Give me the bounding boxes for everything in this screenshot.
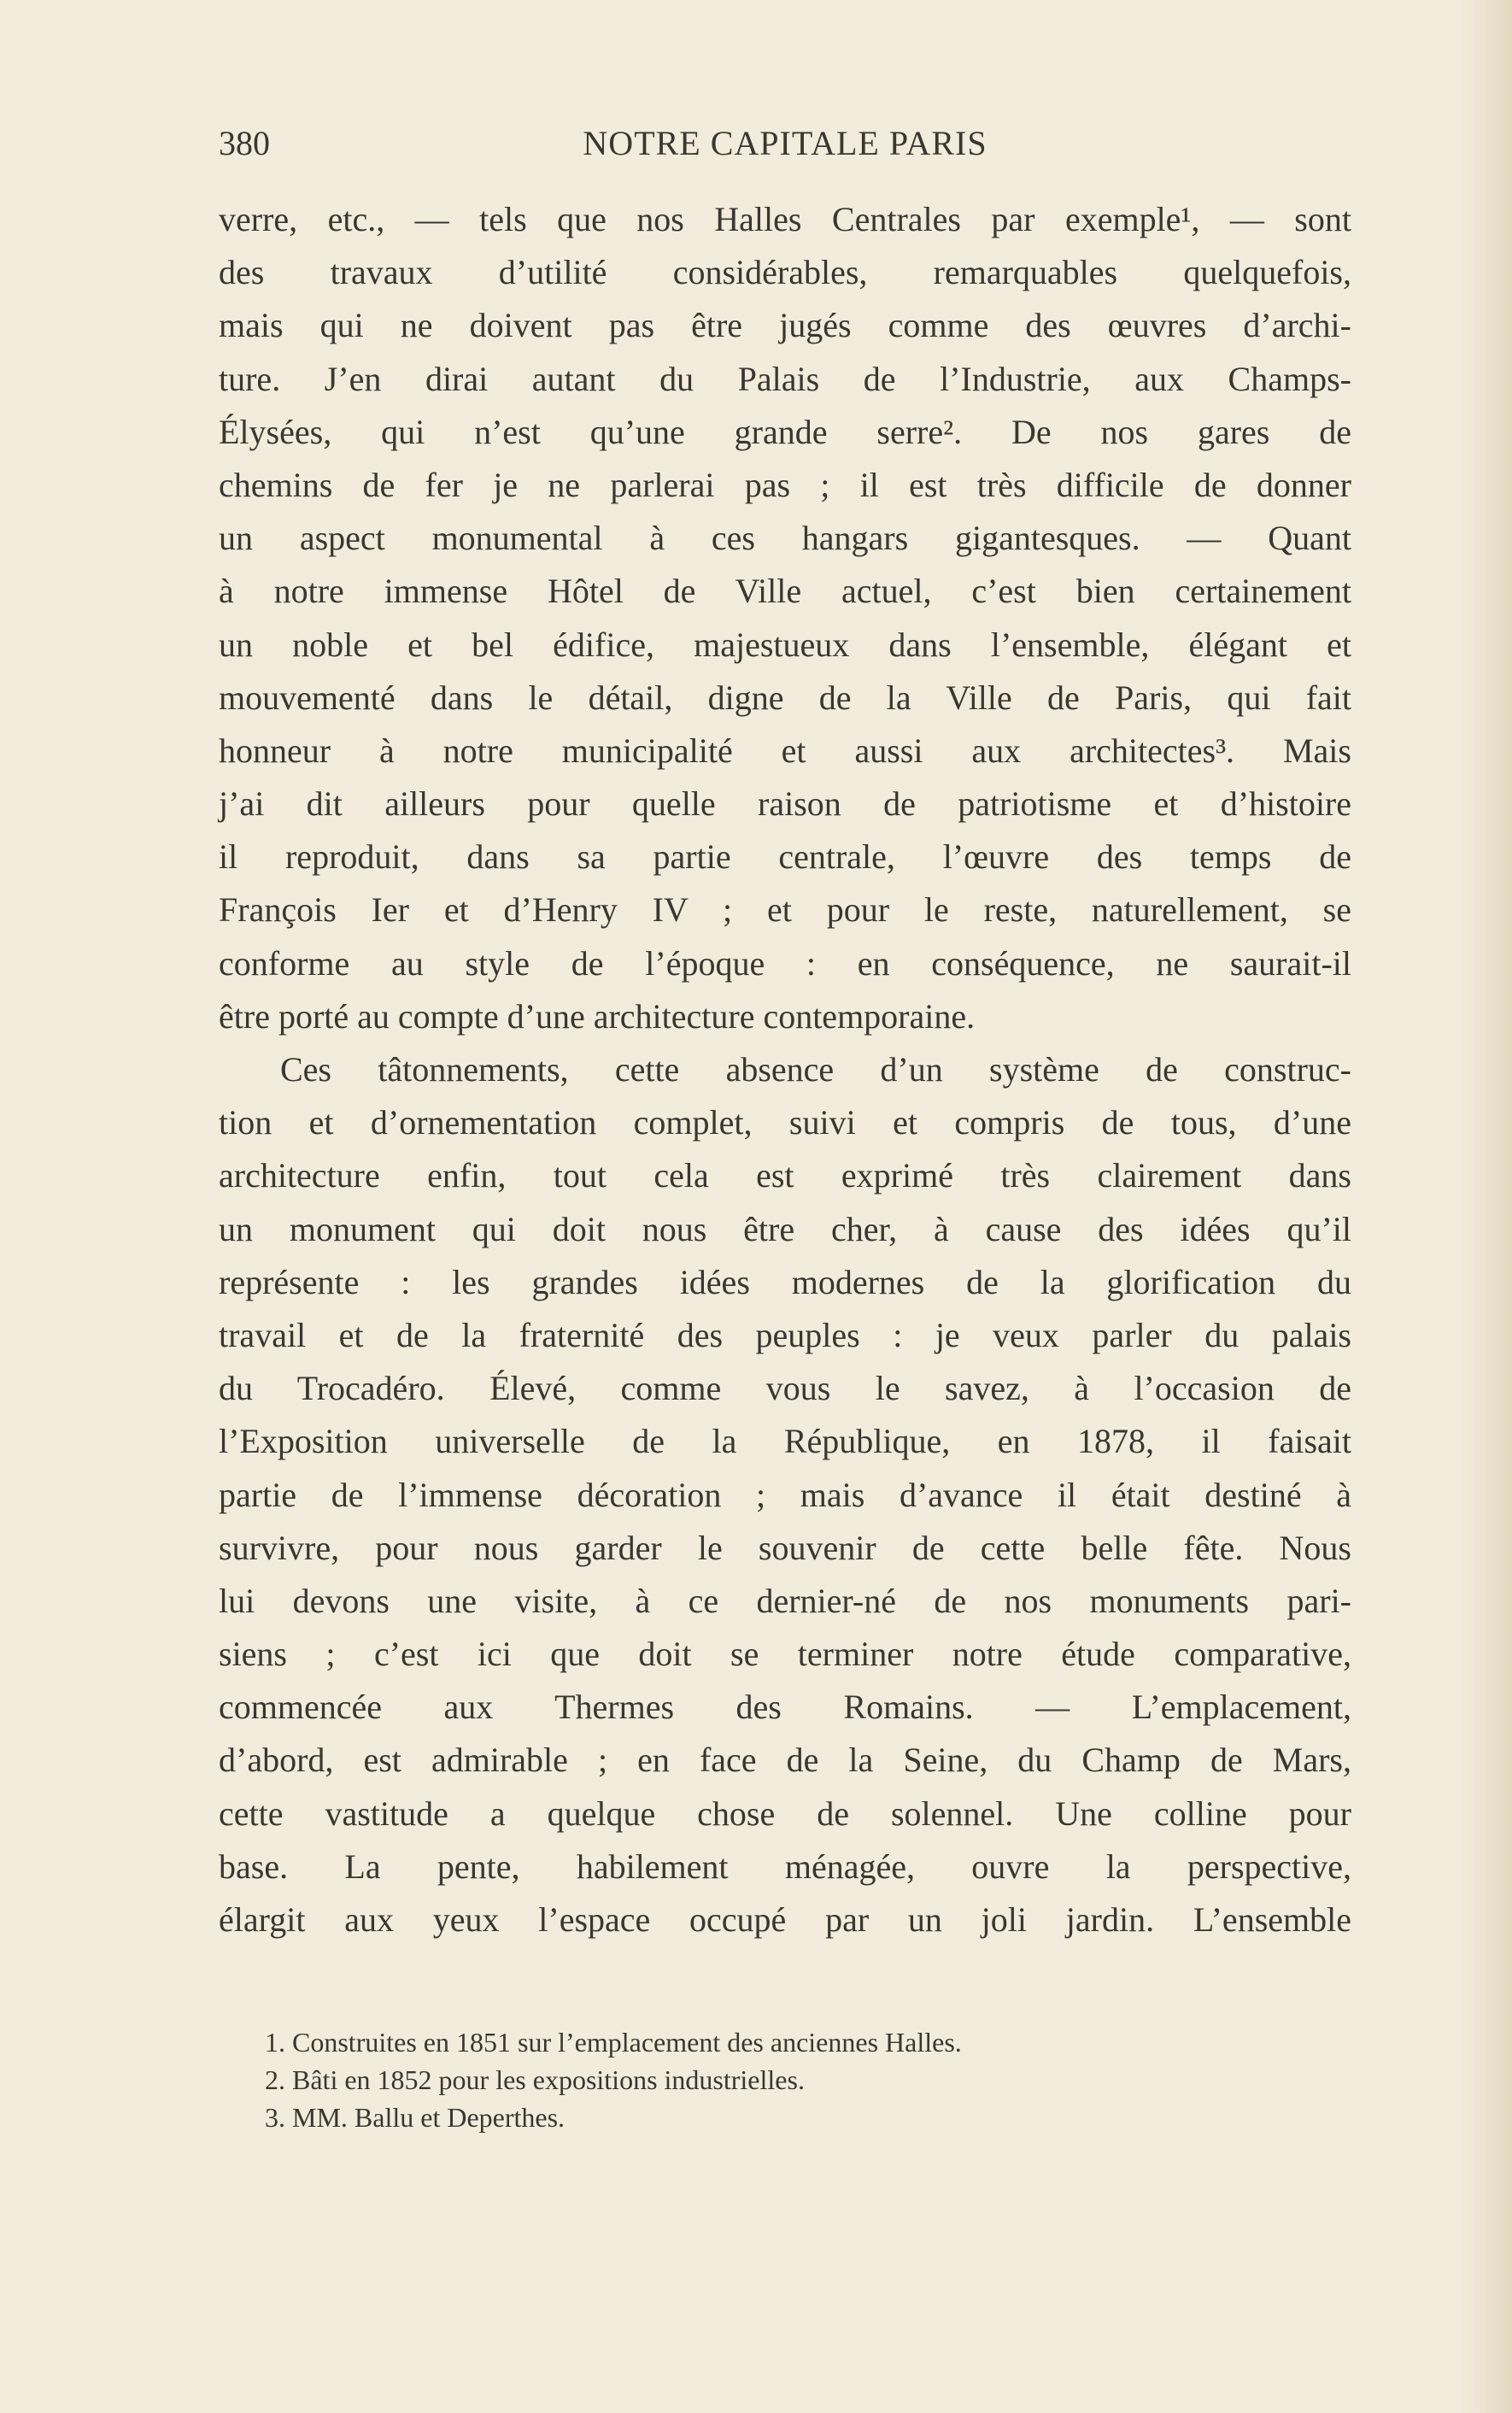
text-line: des travaux d’utilité considérables, remarquables quelquefois,: [219, 253, 1351, 292]
text-line: Élysées, qui n’est qu’une grande serre². De nos gares de: [219, 412, 1351, 451]
text-line: travail et de la fraternité des peuples : je veux parler du palais: [219, 1315, 1351, 1354]
text-line: commencée aux Thermes des Romains. — L’emplacement,: [219, 1688, 1351, 1727]
text-line: un monument qui doit nous être cher, à cause des idées qu’il: [219, 1209, 1351, 1248]
text-line: lui devons une visite, à ce dernier-né de nos monuments pari-: [219, 1581, 1351, 1620]
body-text: [219, 193, 1351, 1946]
running-title: NOTRE CAPITALE PARIS: [583, 124, 987, 162]
page-number: 380: [219, 124, 270, 162]
text-line: base. La pente, habilement ménagée, ouvre la perspective,: [219, 1846, 1351, 1886]
footnotes: [265, 2023, 1290, 2136]
footnote: 2. Bâti en 1852 pour les expositions industrielles.: [265, 2064, 805, 2095]
footnote: 3. MM. Ballu et Deperthes.: [265, 2102, 566, 2133]
text-line: être porté au compte d’une architecture contemporaine.: [219, 996, 976, 1036]
text-line: architecture enfin, tout cela est exprimé très clairement dans: [219, 1156, 1351, 1195]
text-line: d’abord, est admirable ; en face de la Seine, du Champ de Mars,: [219, 1741, 1351, 1780]
text-line: il reproduit, dans sa partie centrale, l’œuvre des temps de: [219, 837, 1351, 877]
text-line: à notre immense Hôtel de Ville actuel, c’est bien certainement: [219, 572, 1351, 611]
text-line: François Ier et d’Henry IV ; et pour le reste, naturellement, se: [219, 890, 1351, 930]
text-line: siens ; c’est ici que doit se terminer notre étude comparative,: [219, 1635, 1351, 1674]
text-line: élargit aux yeux l’espace occupé par un joli jardin. L’ensemble: [219, 1900, 1351, 1939]
text-line: représente : les grandes idées modernes de la glorification du: [219, 1262, 1351, 1301]
text-line: un aspect monumental à ces hangars gigantesques. — Quant: [219, 519, 1351, 558]
text-line: du Trocadéro. Élevé, comme vous le savez, à l’occasion de: [219, 1369, 1351, 1408]
text-line: mais qui ne doivent pas être jugés comme des œuvres d’archi-: [219, 306, 1351, 345]
text-line: chemins de fer je ne parlerai pas ; il est très difficile de donner: [219, 465, 1351, 504]
text-line: honneur à notre municipalité et aussi aux architectes³. Mais: [219, 731, 1351, 770]
page-edge-shadow: [1461, 0, 1512, 2413]
text-line: cette vastitude a quelque chose de solennel. Une colline pour: [219, 1794, 1351, 1833]
footnote: 1. Construites en 1851 sur l’emplacement des anciennes Halles.: [265, 2027, 962, 2058]
text-line: ture. J’en dirai autant du Palais de l’Industrie, aux Champs-: [219, 359, 1351, 398]
text-line: un noble et bel édifice, majestueux dans l’ensemble, élégant et: [219, 625, 1351, 664]
text-line: survivre, pour nous garder le souvenir de cette belle fête. Nous: [219, 1528, 1351, 1567]
page-header: [219, 122, 1351, 165]
text-line: Ces tâtonnements, cette absence d’un système de construc-: [280, 1050, 1351, 1089]
text-line: j’ai dit ailleurs pour quelle raison de patriotisme et d’histoire: [219, 784, 1351, 824]
text-line: mouvementé dans le détail, digne de la Ville de Paris, qui fait: [219, 678, 1351, 717]
text-line: l’Exposition universelle de la République, en 1878, il faisait: [219, 1422, 1351, 1461]
text-line: conforme au style de l’époque : en conséquence, ne saurait-il: [219, 943, 1351, 983]
text-line: verre, etc., — tels que nos Halles Centrales par exemple¹, — sont: [219, 200, 1351, 238]
text-line: tion et d’ornementation complet, suivi et compris de tous, d’une: [219, 1103, 1351, 1142]
text-line: partie de l’immense décoration ; mais d’avance il était destiné à: [219, 1475, 1351, 1514]
